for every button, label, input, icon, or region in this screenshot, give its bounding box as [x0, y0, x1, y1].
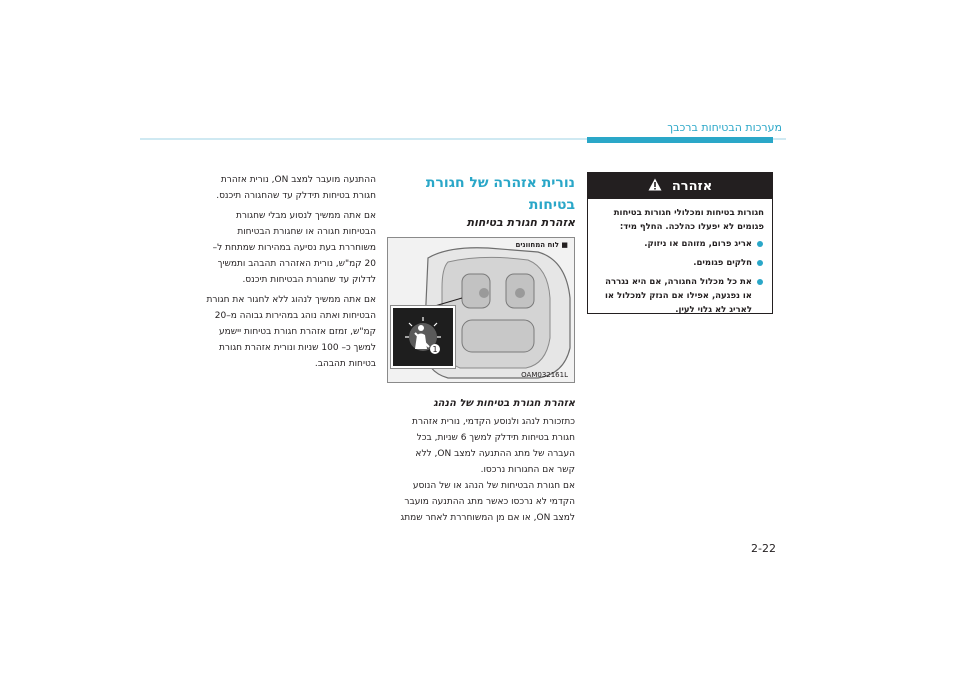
warning-box [587, 172, 773, 314]
driver-warning-title: אזהרת חגורת בטיחות של הנהג [433, 398, 575, 409]
text-line: אם חגורת הבטיחות של הנהג או של הנוסע [412, 481, 575, 491]
driver-warning-paragraph [387, 414, 575, 526]
text-line: למצב ON, או אם מן המשוחררת לאחר שמתג [400, 513, 575, 523]
left-column-text [172, 172, 376, 372]
text-line: בטיחות תהבהב. [314, 359, 376, 369]
text-line: קמ"ש, זמזם אזהרת חגורת בטיחות יישמע [219, 327, 376, 337]
text-line: חגורת בטיחות תידלק למשך 6 שניות, בכל [416, 433, 575, 443]
warning-intro: חגורות בטיחות ומכלולי חגורות בטיחות פגומים לא יפעלו כהלכה. החלף מיד: [613, 208, 764, 232]
warning-triangle-icon [648, 178, 662, 195]
warning-header [588, 173, 772, 199]
dashboard-figure [387, 237, 575, 383]
page-number: 2-22 [751, 542, 776, 555]
text-line: כתזכורת לנהג ולנוסע הקדמי, נורית אזהרת [412, 417, 575, 427]
warning-list-item: חלקים פגומים. [596, 256, 764, 270]
figure-badge-number: 1 [432, 345, 438, 354]
text-line: הבטיחות חגורה או שחגורת הבטיחות [237, 227, 376, 237]
text-line: חגורת בטיחות תידלק עד שהחגורה תיכנס. [216, 191, 376, 201]
text-line: העברה של מתג ההתנעה למצב ON, ללא [415, 449, 575, 459]
figure-code: OAM032161L [521, 371, 568, 379]
text-line: למשך כ– 100 שניות ונורית אזהרת חגורת [219, 343, 376, 353]
text-line: לדלוק עד שחגורת הבטיחות תיכנס. [242, 275, 376, 285]
section-title [387, 172, 575, 216]
header-tab-bar [587, 137, 773, 143]
text-line: הבטיחות ואתה נוהג במהירות גבוהה מ–20 [214, 311, 376, 321]
text-line: אם אתה ממשיך לנהוג ללא לחגור את חגורת [206, 295, 376, 305]
section-title-line: נורית אזהרה של חגורת [425, 175, 575, 191]
text-line: קשר אם החגורות נרכסו. [480, 465, 575, 475]
section-subtitle: אזהרת חגורת בטיחות [466, 216, 575, 229]
text-line: 20 קמ"ש, נורית האזהרה תהבהב ותמשיך [217, 259, 376, 269]
warning-title: אזהרה [671, 178, 713, 194]
text-line: אם אתה ממשיך לנסוע מבלי שחגורת [235, 211, 376, 221]
warning-list-item: אריג פרום, מזוהם או ניזוק. [596, 237, 764, 251]
text-line: משוחררת בעת נסיעה במהירות שמתחת ל– [212, 243, 376, 253]
section-title-line: בטיחות [528, 197, 575, 213]
warning-list-item: את כל מכלול החגורה, אם היא נגררה או נפגעה, אפילו אם הנזק למכלול או לאריג לא גלוי לעין. [596, 275, 764, 317]
seatbelt-warning-icon [401, 315, 445, 359]
text-line: הקדמי לא נרכסו כאשר מתג ההתנעה מועבר [404, 497, 575, 507]
warning-list [596, 237, 764, 317]
figure-label: ■ לוח המחוונים [515, 241, 568, 249]
text-line: ההתנעה מועבר למצב ON, נורית אזהרת [220, 175, 376, 185]
page-header-title: מערכות הבטיחות ברכבך [667, 121, 782, 134]
seatbelt-warning-light-inset [391, 306, 455, 368]
warning-body [588, 199, 772, 317]
